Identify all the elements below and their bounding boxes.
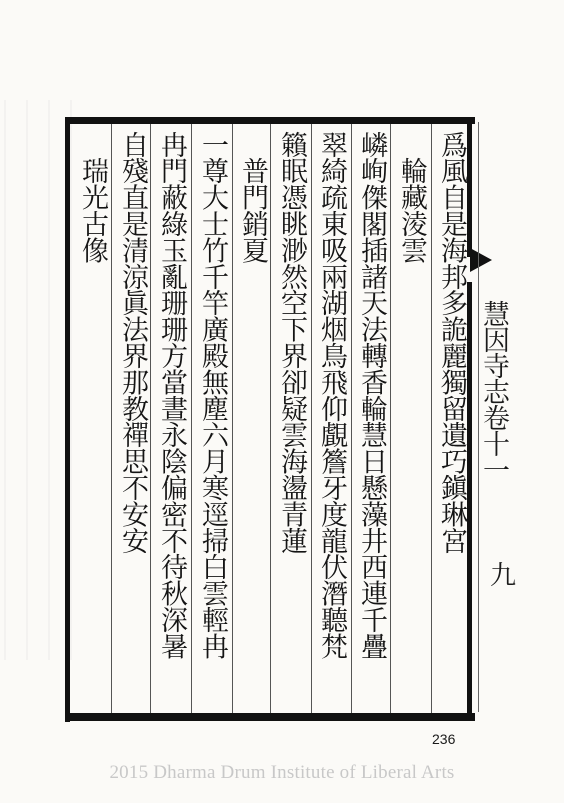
- text-column-7: 一尊大士竹千竿廣殿無塵六月寒逕掃白雲輕冉: [197, 131, 228, 660]
- column-rule: [311, 124, 312, 713]
- gutter-title: 慧因寺志卷十一: [478, 300, 509, 482]
- text-column-1: 爲風自是海邦多詭麗獨留遺巧鎭琳宮: [436, 131, 467, 554]
- column-rule: [111, 124, 112, 713]
- page-number: 236: [432, 731, 456, 747]
- text-column-6: 普門銷夏: [237, 131, 268, 264]
- text-column-10: 瑞光古像: [77, 131, 108, 264]
- text-column-4: 翠綺疏東吸兩湖烟鳥飛仰覰簷牙度龍伏潛聽梵: [316, 131, 347, 660]
- column-rule: [191, 124, 192, 713]
- column-rule: [232, 124, 233, 713]
- text-column-5: 籟眠憑眺渺然空下界卻疑雲海盪青蓮: [276, 131, 307, 554]
- leaf-number: 九: [490, 561, 517, 591]
- fishtail-mark: [470, 248, 492, 272]
- column-rule: [150, 124, 151, 713]
- frame-left-border: [65, 117, 70, 722]
- frame-bottom-border: [65, 713, 475, 721]
- frame-right-border-upper: [467, 117, 472, 257]
- watermark: 2015 Dharma Drum Institute of Liberal Arts: [109, 762, 455, 783]
- text-column-2: 輪藏淩雲: [396, 131, 427, 264]
- text-column-9: 自殘直是清涼眞法界那教禪思不安安: [117, 131, 148, 554]
- text-column-8: 冉門蔽綠玉亂珊珊方當晝永陰偏密不待秋深暑: [156, 131, 187, 660]
- text-column-3: 嶙峋傑閣插諸天法轉香輪慧日懸藻井西連千疊: [356, 131, 387, 660]
- column-rule: [431, 124, 432, 713]
- column-rule: [270, 124, 271, 713]
- reverse-side-bleed: [4, 100, 72, 660]
- frame-right-border-lower: [467, 282, 472, 721]
- column-rule: [351, 124, 352, 713]
- frame-top-border: [65, 117, 475, 124]
- column-rule: [390, 124, 391, 713]
